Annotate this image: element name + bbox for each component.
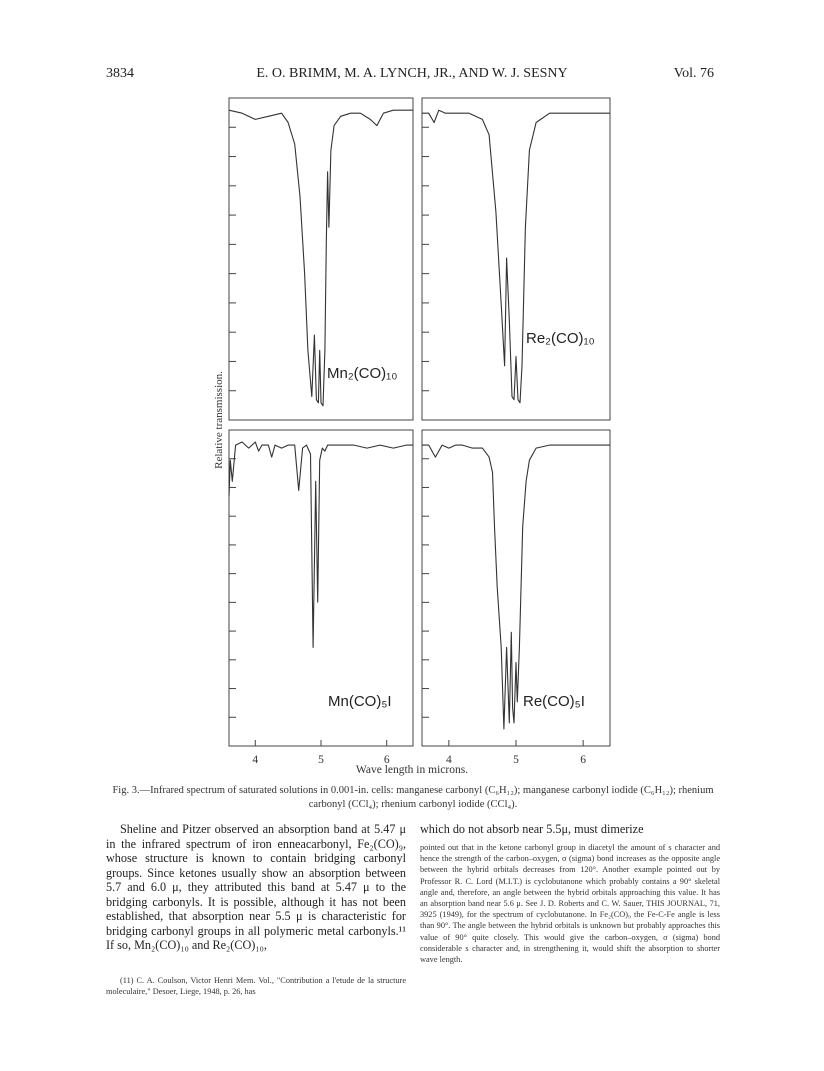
footnote-text: pointed out that in the ketone carbonyl group in diacetyl the amount of s character and hence the strength of the carbon–oxygen, σ (sigma) bond increases as the opposite angle between the hybrid orbitals decreases from 120°. Another example pointed out by Professor R. C. Lord (M.I.T.) is cyclobutanone which probably contains a 90° skeletal angle and, therefore, an angle between the hybrid orbitals approaching this value. It has an absorption band near 5.6 μ. See J. D. Roberts and C. W. Sauer, THIS JOURNAL, 71, 3925 (1949), for the spectrum of cyclobutanone. In Fe₂(CO)₉ the Fe-C-Fe angle is less than 90°. The angle between the hybrid orbitals is unknown but probably approaches this value of 90° quite closely. This would give the carbon–oxygen, σ (sigma) bond considerable s character and, in strengthening it, would shift the absorption to shorter wave length.: [420, 843, 720, 965]
footnote-continuation: [420, 842, 720, 965]
x-tick-label: 5: [318, 754, 324, 766]
running-title: E. O. BRIMM, M. A. LYNCH, JR., AND W. J. SESNY: [256, 66, 568, 81]
x-tick-label: 5: [513, 754, 519, 766]
paragraph: which do not absorb near 5.5μ, must dimerize: [420, 822, 644, 836]
body-text-left-column: [106, 822, 406, 953]
x-tick-label: 6: [580, 754, 587, 766]
compound-label-bottom-left: Mn(CO)₅I: [328, 693, 392, 710]
footnote-11: [106, 975, 406, 997]
x-axis-label: Wave length in microns.: [355, 764, 469, 776]
page-number: 3834: [106, 66, 134, 81]
paragraph: Sheline and Pitzer observed an absorption band at 5.47 μ in the infrared spectrum of iron enneacarbonyl, Fe₂(CO)₉, whose structure is known to contain bridging carbonyl groups. Since ketones usually show an absorption between 5.7 and 6.0 μ, they attributed this band at 5.47 μ to the bridging carbonyls. It is possible, although it has not been established, that absorption near 5.5 μ is characteristic for bridging carbonyl groups in all polymeric metal carbonyls.¹¹ If so, Mn₂(CO)₁₀ and Re₂(CO)₁₀,: [106, 822, 406, 952]
spectrum-line-bottom-left: [229, 442, 413, 647]
panel-frame-top-right: [422, 98, 610, 420]
y-axis-label: Relative transmission.: [213, 371, 225, 469]
figure-caption: Fig. 3.—Infrared spectrum of saturated solutions in 0.001-in. cells: manganese carbonyl (C₆H₁₂); manganese carbonyl iodide (C₆H₁₂); rhenium carbonyl (CCl₄); rhenium carbonyl iodide (CCl₄).: [112, 785, 714, 810]
compound-label-bottom-right: Re(CO)₅I: [523, 693, 585, 710]
footnote-text: (11) C. A. Coulson, Victor Henri Mem. Vol., "Contribution a l'etude de la structure moleculaire," Desoer, Liege, 1948, p. 26, has: [106, 976, 406, 997]
spectrum-line-bottom-right: [422, 445, 610, 729]
compound-label-top-left: Mn₂(CO)₁₀: [327, 365, 398, 382]
volume-label: Vol. 76: [673, 66, 714, 81]
compound-label-top-right: Re₂(CO)₁₀: [526, 330, 595, 347]
body-text-right-column: [420, 822, 720, 837]
x-tick-label: 6: [383, 754, 390, 766]
x-tick-label: 4: [252, 754, 259, 766]
x-tick-label: 4: [445, 754, 452, 766]
spectrum-line-top-left: [229, 110, 413, 406]
spectrum-line-top-right: [422, 110, 610, 403]
